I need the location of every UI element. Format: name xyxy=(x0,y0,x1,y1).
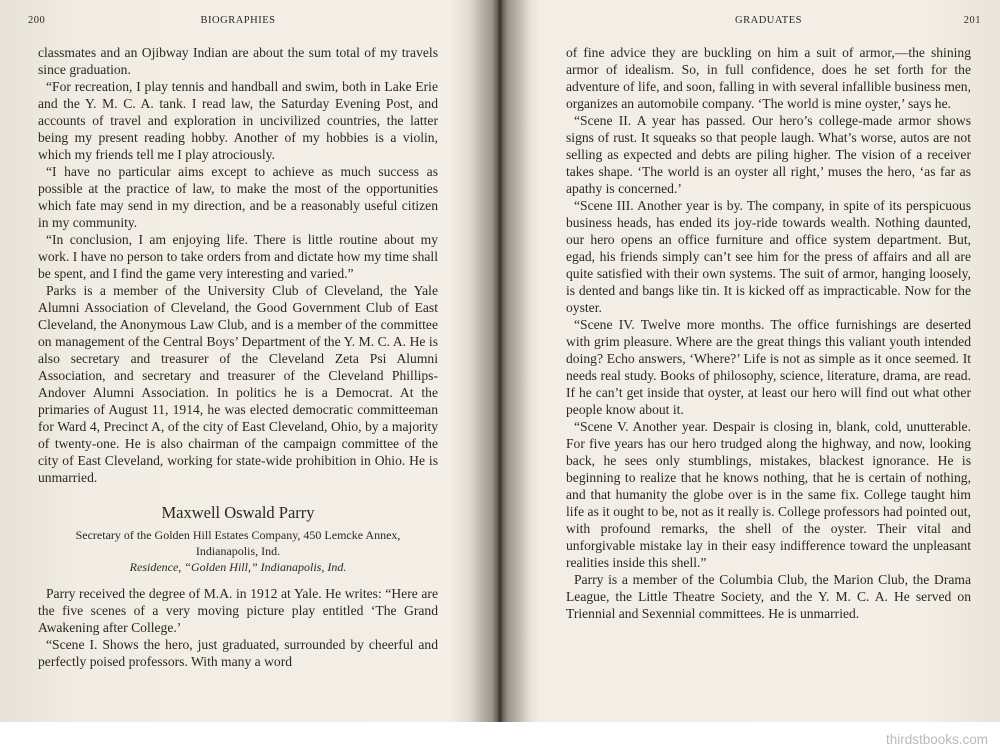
entry-residence: Residence, “Golden Hill,” Indianapolis, Ind. xyxy=(129,560,347,574)
paragraph: classmates and an Ojibway Indian are about the sum total of my travels since graduation. xyxy=(38,45,438,77)
entry-position-line: Indianapolis, Ind. xyxy=(195,544,281,558)
left-running-head xyxy=(28,15,438,29)
paragraph: “Scene V. Another year. Despair is closing in, blank, cold, unutterable. For five years has our hero trudged along the highway, and now, looking back, he sees only stumblings, mistakes, blackest ignorance. He is beginning to realize that he knows nothing, that he is certain of nothing, and that humanity the globe over is in the same fix. College taught him life as it ought to be, not as it really is. College professors had pointed out, with profound remarks, the shell of the oyster. Their vital and unforgivable mistake lay in their easy indifference toward the unpleasant realities inside this shell.” xyxy=(566,419,971,570)
left-page xyxy=(28,0,438,722)
left-page-number: 200 xyxy=(28,15,46,26)
paragraph: “Scene II. A year has passed. Our hero’s college-made armor shows signs of rust. It squeaks so that people laugh. What’s worse, autos are not selling as expected and debts are piling higher. The vision of a receiver takes shape. ‘The world is an oyster all right,’ muses the hero, ‘as far as apathy is concerned.’ xyxy=(566,113,971,196)
entry-name-heading: Maxwell Oswald Parry xyxy=(161,503,315,522)
paragraph: Parry is a member of the Columbia Club, the Marion Club, the Drama League, the Little Theatre Society, and the Y. M. C. A. He served on Triennial and Sexennial committees. He is unmarried. xyxy=(566,572,971,621)
paragraph: “In conclusion, I am enjoying life. There is little routine about my work. I have no person to take orders from and dictate how my time shall be spent, and I find the game very interesting and varied.” xyxy=(38,232,438,281)
gutter-shadow xyxy=(470,0,530,722)
left-page-body xyxy=(38,44,438,670)
paragraph: “Scene IV. Twelve more months. The office furnishings are deserted with grim pleasure. Where are the great things this valiant youth intended doing? Echo answers, ‘Where?’ Life is not as simple as it once seemed. It needs real study. Books of philosophy, science, literature, drama, are read. If he can’t get inside that oyster, at least our hero will find out what other people know about it. xyxy=(566,317,971,417)
right-page xyxy=(566,0,981,722)
left-running-title: BIOGRAPHIES xyxy=(200,15,276,26)
right-page-body xyxy=(566,44,971,622)
paragraph: of fine advice they are buckling on him a suit of armor,—the shining armor of idealism. So, in full confidence, does he set forth for the adventure of life, and soon, falling in with several infallible business men, organizes an automobile company. ‘The world is mine oyster,’ says he. xyxy=(566,45,971,111)
entry-position-line: Secretary of the Golden Hill Estates Company, 450 Lemcke Annex, xyxy=(75,528,401,542)
right-running-title: GRADUATES xyxy=(735,15,802,26)
right-running-head xyxy=(566,15,981,29)
watermark-text: thirdstbooks.com xyxy=(885,732,988,747)
paragraph: “For recreation, I play tennis and handball and swim, both in Lake Erie and the Y. M. C. A. tank. I read law, the Saturday Evening Post, and accounts of travel and exploration in uncivilized countries, the latter being my present reading hobby. Another of my hobbies is a violin, which my friends tell me I play atrociously. xyxy=(38,79,438,162)
right-page-number: 201 xyxy=(963,15,981,26)
paragraph: “Scene I. Shows the hero, just graduated, surrounded by cheerful and perfectly poised professors. With many a word xyxy=(38,637,438,669)
paragraph: “Scene III. Another year is by. The company, in spite of its perspicuous business heads, has ended its joy-ride towards wealth. Nothing daunted, our hero opens an office furniture and office system department. But, egad, his friends simply can’t see him for the press of affairs and all are quite satisfied with their own systems. The suit of armor, hanging loosely, is dented and bangs like tin. It is kicked off as impracticable. Now for the oyster. xyxy=(566,198,971,315)
paragraph: Parry received the degree of M.A. in 1912 at Yale. He writes: “Here are the five scenes of a very moving picture play entitled ‘The Grand Awakening after College.’ xyxy=(38,586,438,635)
paragraph: “I have no particular aims except to achieve as much success as possible at the practice of law, to make the most of the opportunities which fate may send in my direction, and be a reasonably useful citizen in my community. xyxy=(38,164,438,230)
paragraph: Parks is a member of the University Club of Cleveland, the Yale Alumni Association of Cleveland, the Good Government Club of East Cleveland, the Anonymous Law Club, and is a member of the committee on management of the Central Boys’ Department of the Y. M. C. A. He is also secretary and treasurer of the Cleveland Zeta Psi Alumni Association, and secretary and treasurer of the Cleveland Phillips-Andover Alumni Association. In politics he is a Democrat. At the primaries of August 11, 1914, he was elected democratic committeeman for Ward 4, Precinct A, of the city of East Cleveland, Ohio, by a majority of twenty-one. He is also chairman of the campaign committee of the city of East Cleveland, working for state-wide prohibition in Ohio. He is unmarried. xyxy=(38,283,438,485)
